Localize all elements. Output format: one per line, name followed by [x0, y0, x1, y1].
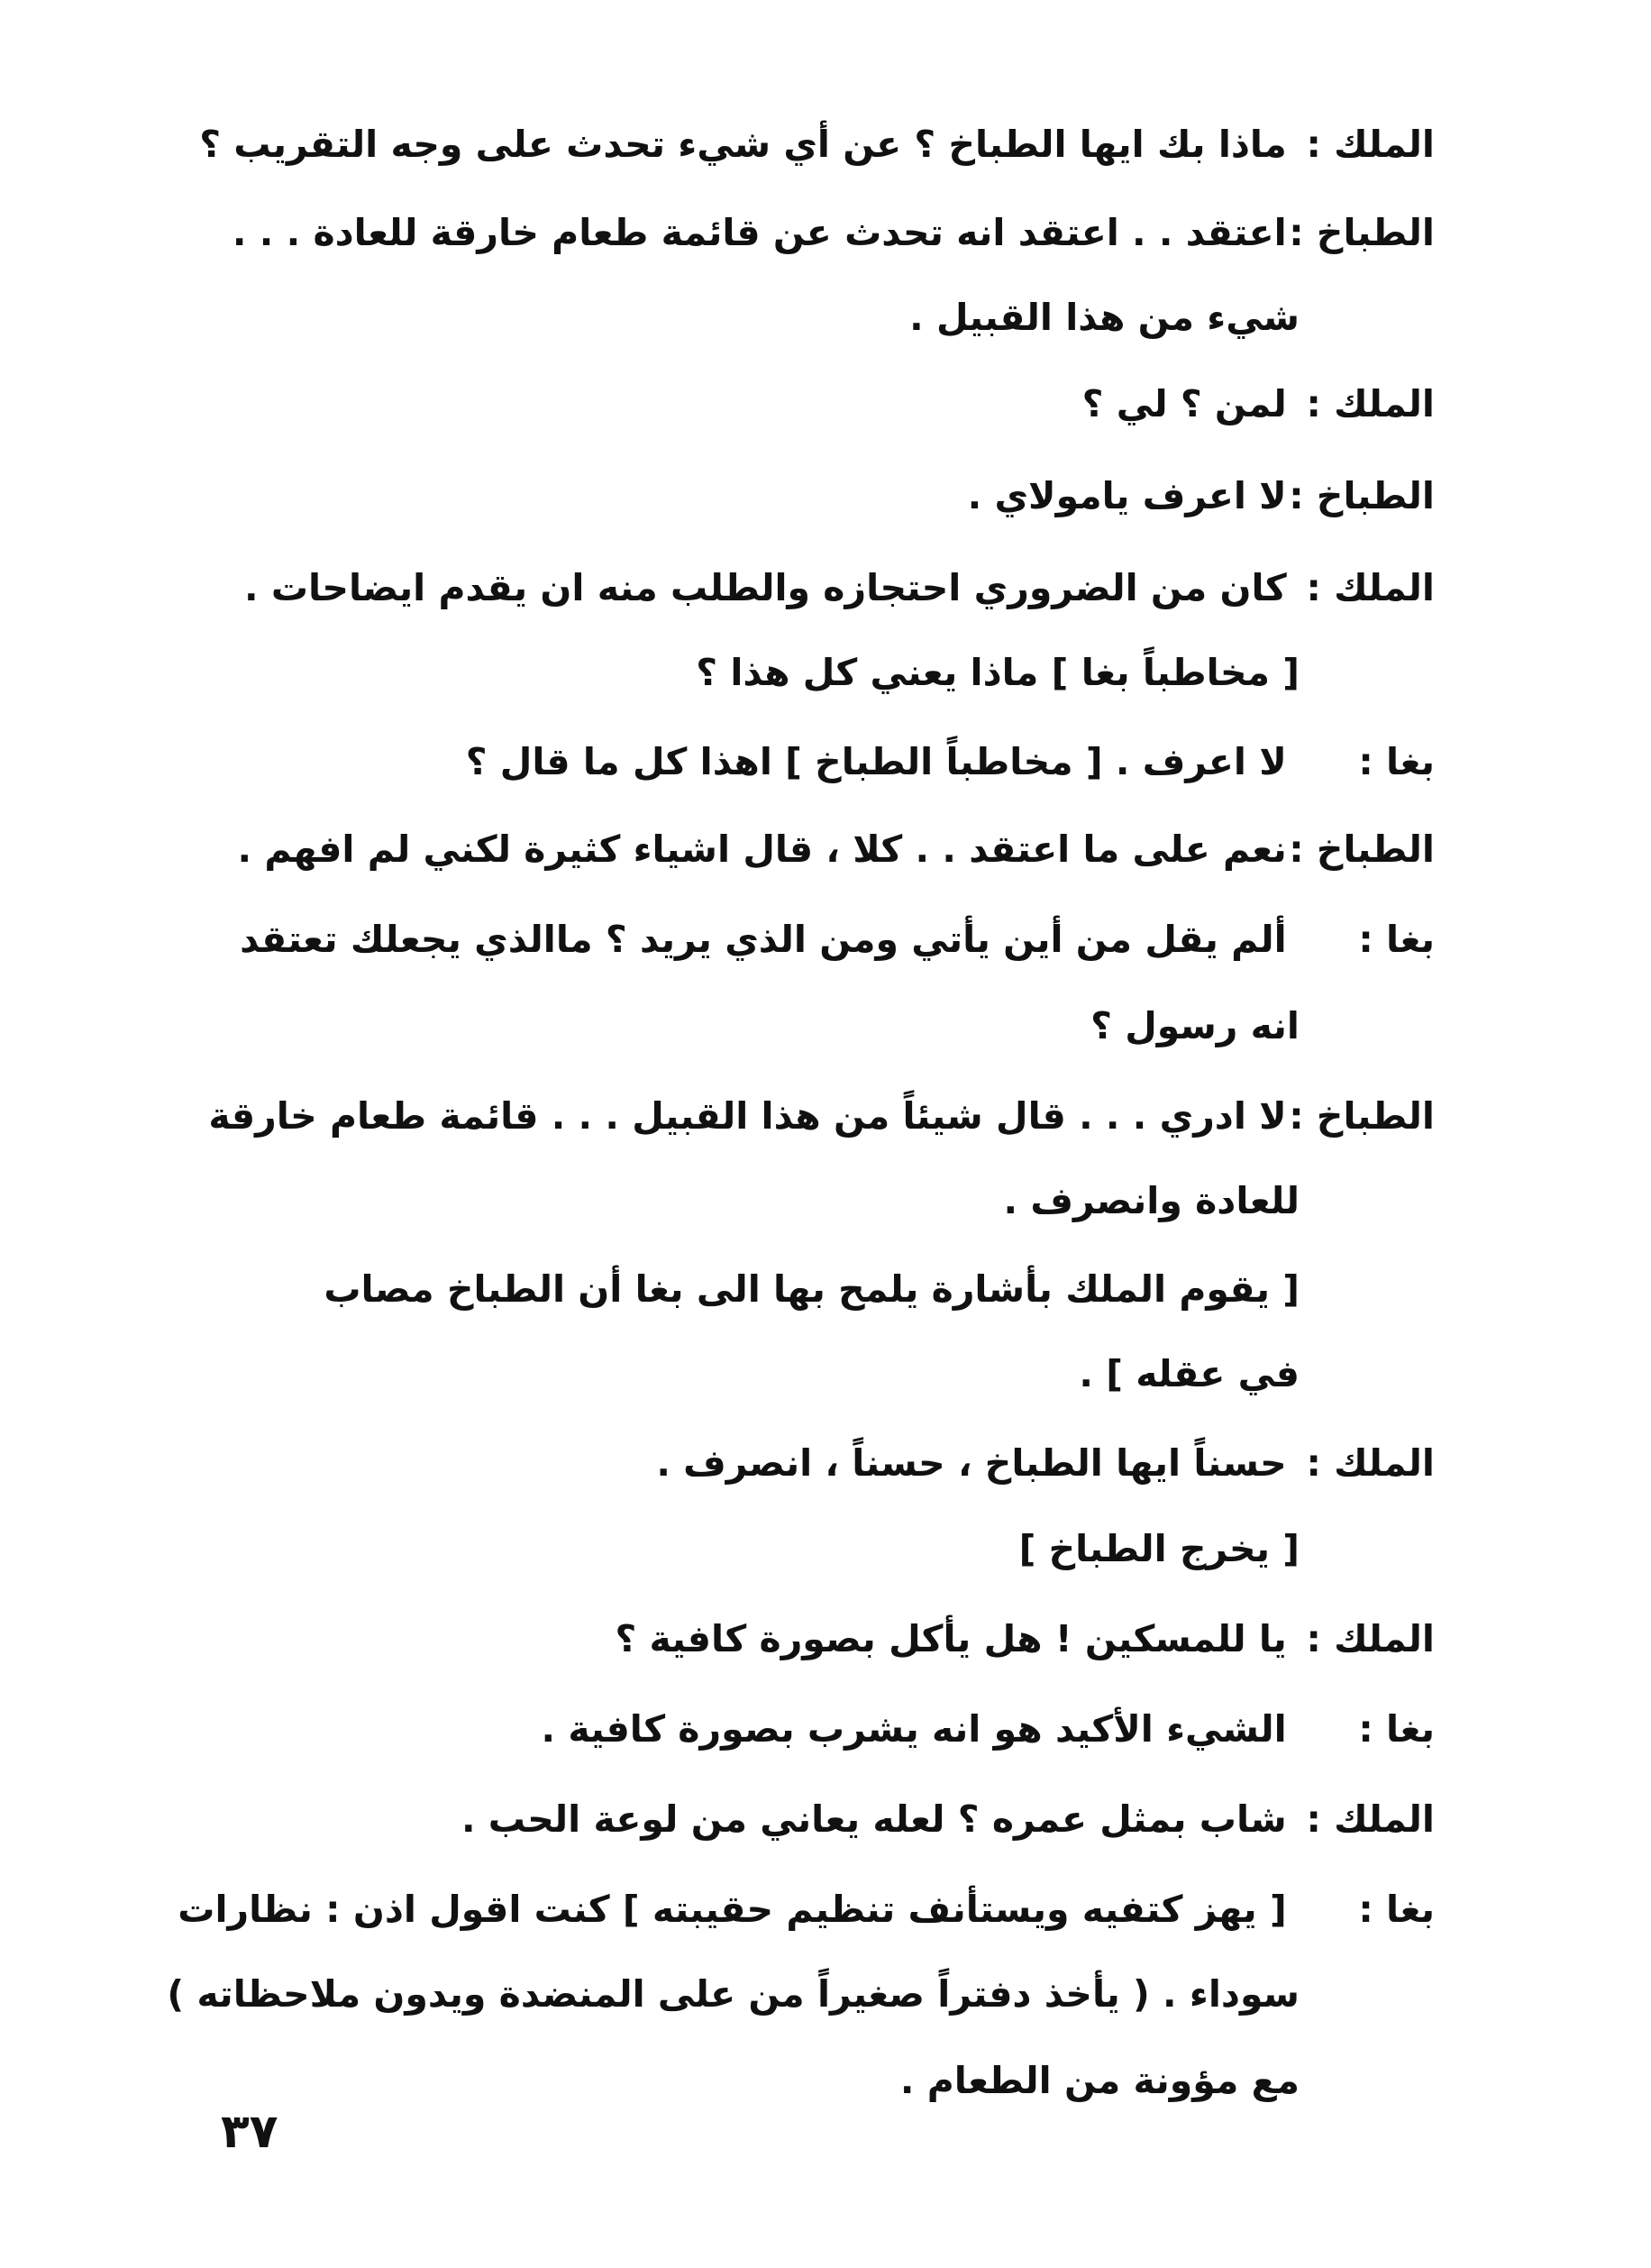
speaker-label: الطباخ :	[1289, 1094, 1435, 1138]
line-text: حسناً ايها الطباخ ، حسناً ، انصرف .	[656, 1441, 1287, 1485]
stage-direction: [ مخاطباً بغا ] ماذا يعني كل هذا ؟	[696, 651, 1300, 694]
line-text: لا ادري . . . قال شيئاً من هذا القبيل . . . قائمة طعام خارقة	[208, 1094, 1287, 1138]
continuation-line: انه رسول ؟	[1090, 1004, 1300, 1047]
dialogue-line	[656, 1436, 1435, 1490]
speaker-label: الملك :	[1306, 382, 1435, 425]
speaker-label: الطباخ :	[1289, 211, 1435, 254]
continuation-line: سوداء . ( يأخذ دفتراً صغيراً من على المنضدة ويدون ملاحظاته )	[167, 1972, 1300, 2016]
line-text: يا للمسكين ! هل يأكل بصورة كافية ؟	[615, 1617, 1287, 1660]
line-text: ماذا بك ايها الطباخ ؟ عن أي شيء تحدث على وجه التقريب ؟	[199, 123, 1287, 166]
dialogue-line	[238, 822, 1436, 876]
dialogue-line	[1082, 377, 1435, 431]
continuation-line: للعادة وانصرف .	[1003, 1179, 1300, 1222]
speaker-label: الملك :	[1306, 1797, 1435, 1841]
line-text: اعتقد . . اعتقد انه تحدث عن قائمة طعام خارقة للعادة . . .	[232, 211, 1287, 254]
dialogue-line	[233, 206, 1435, 260]
speaker-label: بغا :	[1358, 1707, 1435, 1751]
speaker-label: الملك :	[1306, 123, 1435, 166]
stage-direction: [ يقوم الملك بأشارة يلمح بها الى بغا أن الطباخ مصاب	[324, 1267, 1300, 1311]
stage-direction: [ يخرج الطباخ ]	[1018, 1527, 1300, 1570]
dialogue-line	[199, 117, 1435, 171]
speaker-label: الملك :	[1306, 1441, 1435, 1485]
stage-direction: في عقله ] .	[1079, 1352, 1300, 1395]
dialogue-line	[208, 1089, 1435, 1143]
dialogue-line	[244, 561, 1435, 615]
continuation-line: مع مؤونة من الطعام .	[899, 2059, 1300, 2102]
continuation-line: شيء من هذا القبيل .	[909, 296, 1300, 339]
dialogue-line	[615, 1612, 1435, 1666]
page-number: ٣٧	[221, 2105, 278, 2159]
line-text: كان من الضروري احتجازه والطلب منه ان يقدم ايضاحات .	[243, 566, 1287, 609]
speaker-label: الملك :	[1306, 1617, 1435, 1660]
line-text: لا اعرف يامولاي .	[967, 474, 1287, 517]
line-text: شاب بمثل عمره ؟ لعله يعاني من لوعة الحب .	[461, 1797, 1287, 1841]
dialogue-line	[178, 1882, 1435, 1936]
dialogue-line	[466, 735, 1435, 789]
dialogue-line	[461, 1792, 1435, 1846]
dialogue-line	[542, 1702, 1436, 1756]
line-text: لا اعرف . [ مخاطباً الطباخ ] اهذا كل ما قال ؟	[465, 740, 1287, 783]
line-text: نعم على ما اعتقد . . كلا ، قال اشياء كثيرة لكني لم افهم .	[237, 828, 1287, 871]
line-text: ألم يقل من أين يأتي ومن الذي يريد ؟ ماالذي يجعلك تعتقد	[240, 918, 1287, 961]
line-text: لمن ؟ لي ؟	[1081, 382, 1287, 425]
dialogue-line	[240, 912, 1435, 966]
speaker-label: الطباخ :	[1289, 474, 1435, 517]
speaker-label: بغا :	[1358, 1888, 1435, 1931]
speaker-label: بغا :	[1358, 740, 1435, 783]
speaker-label: بغا :	[1358, 918, 1435, 961]
speaker-label: الملك :	[1306, 566, 1435, 609]
line-text: الشيء الأكيد هو انه يشرب بصورة كافية .	[541, 1707, 1287, 1751]
line-text: [ يهز كتفيه ويستأنف تنظيم حقيبته ] كنت اقول اذن : نظارات	[178, 1888, 1287, 1931]
speaker-label: الطباخ :	[1289, 828, 1435, 871]
dialogue-line	[968, 469, 1435, 523]
